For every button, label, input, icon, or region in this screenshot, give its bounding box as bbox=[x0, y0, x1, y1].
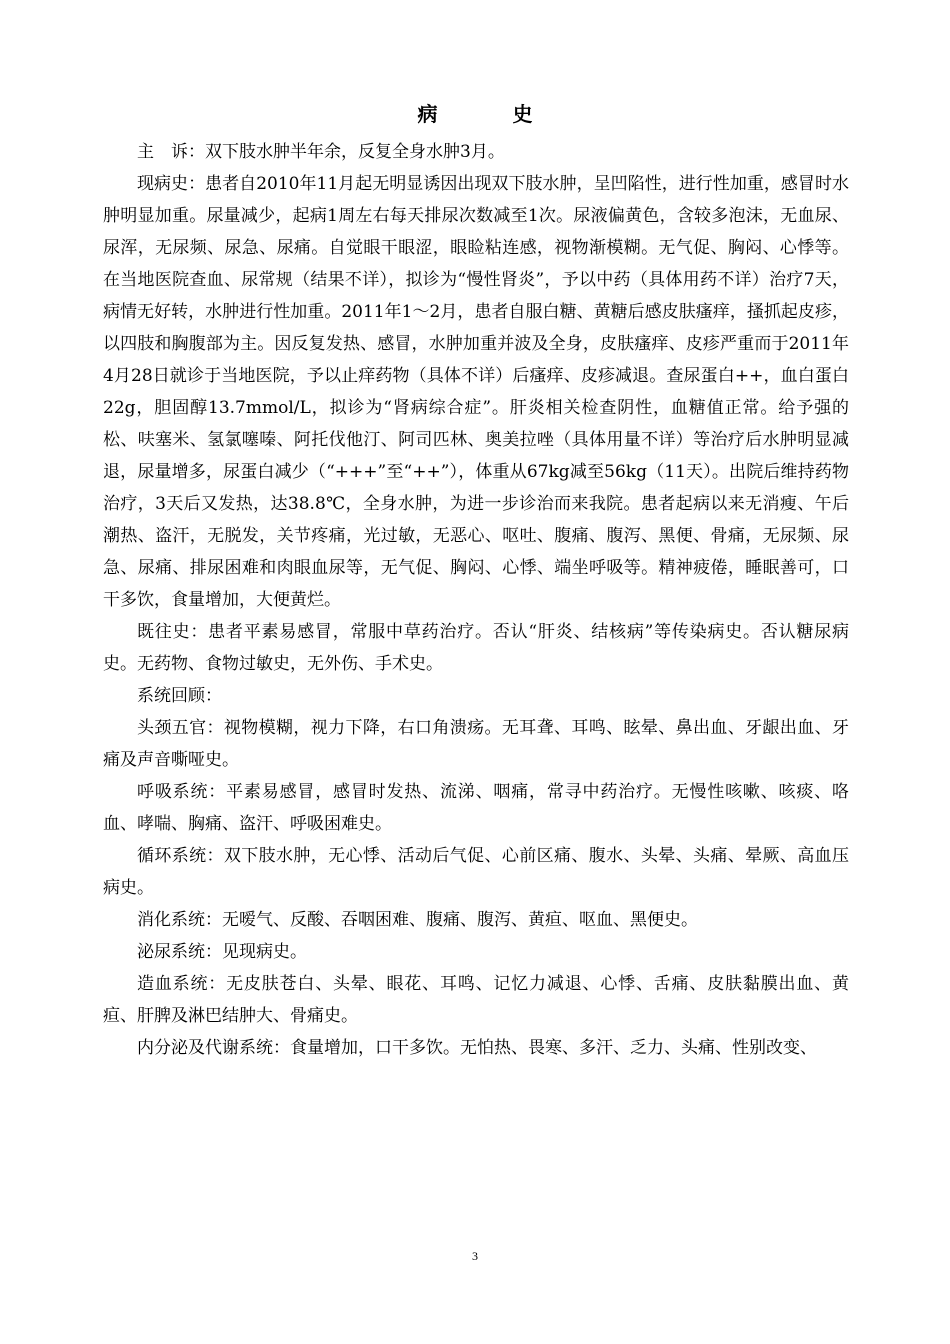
circulatory-paragraph: 循环系统：双下肢水肿，无心悸、活动后气促、心前区痛、腹水、头晕、头痛、晕厥、高血压病史。 bbox=[103, 846, 849, 898]
respiratory-paragraph: 呼吸系统：平素易感冒，感冒时发热、流涕、咽痛，常寻中药治疗。无慢性咳嗽、咳痰、咯血、哮喘、胸痛、盗汗、呼吸困难史。 bbox=[103, 782, 849, 834]
head-neck-paragraph: 头颈五官：视物模糊，视力下降，右口角溃疡。无耳聋、耳鸣、眩晕、鼻出血、牙龈出血、牙痛及声音嘶哑史。 bbox=[103, 718, 849, 770]
page-title: 病 史 bbox=[417, 102, 567, 126]
urinary-paragraph: 泌尿系统：见现病史。 bbox=[137, 942, 307, 962]
system-review-heading: 系统回顾： bbox=[137, 686, 222, 706]
endocrine-paragraph: 内分泌及代谢系统：食量增加，口干多饮。无怕热、畏寒、多汗、乏力、头痛、性别改变、 bbox=[137, 1038, 817, 1058]
medical-history-body bbox=[103, 136, 849, 1064]
past-history-paragraph: 既往史：患者平素易感冒，常服中草药治疗。否认“肝炎、结核病”等传染病史。否认糖尿病史。无药物、食物过敏史，无外伤、手术史。 bbox=[103, 622, 849, 674]
page-number: 3 bbox=[472, 1249, 478, 1263]
digestive-paragraph: 消化系统：无嗳气、反酸、吞咽困难、腹痛、腹泻、黄疸、呕血、黑便史。 bbox=[137, 910, 698, 930]
chief-complaint-paragraph: 主 诉：双下肢水肿半年余，反复全身水肿3月。 bbox=[137, 142, 505, 162]
hematopoietic-paragraph: 造血系统：无皮肤苍白、头晕、眼花、耳鸣、记忆力减退、心悸、舌痛、皮肤黏膜出血、黄疸、肝脾及淋巴结肿大、骨痛史。 bbox=[103, 974, 849, 1026]
present-illness-paragraph: 现病史：患者自2010年11月起无明显诱因出现双下肢水肿，呈凹陷性，进行性加重，感冒时水肿明显加重。尿量减少，起病1周左右每天排尿次数减至1次。尿液偏黄色，含较多泡沫，无血尿、尿浑，无尿频、尿急、尿痛。自觉眼干眼涩，眼睑粘连感，视物渐模糊。无气促、胸闷、心悸等。在当地医院查血、尿常规（结果不详），拟诊为“慢性肾炎”，予以中药（具体用药不详）治疗7天，病情无好转，水肿进行性加重。2011年1～2月，患者自服白糖、黄糖后感皮肤瘙痒，搔抓起皮疹，以四肢和胸腹部为主。因反复发热、感冒，水肿加重并波及全身，皮肤瘙痒、皮疹严重而于2011年4月28日就诊于当地医院，予以止痒药物（具体不详）后瘙痒、皮疹减退。查尿蛋白++，血白蛋白22g，胆固醇13.7mmol/L，拟诊为“肾病综合症”。肝炎相关检查阴性，血糖值正常。给予强的松、呋塞米、氢氯噻嗪、阿托伐他汀、阿司匹林、奥美拉唑（具体用量不详）等治疗后水肿明显减退，尿量增多，尿蛋白减少（“+++”至“++”），体重从67kg减至56kg（11天）。出院后维持药物治疗，3天后又发热，达38.8℃，全身水肿，为进一步诊治而来我院。患者起病以来无消瘦、午后潮热、盗汗，无脱发，关节疼痛，光过敏，无恶心、呕吐、腹痛、腹泻、黑便、骨痛，无尿频、尿急、尿痛、排尿困难和肉眼血尿等，无气促、胸闷、心悸、端坐呼吸等。精神疲倦，睡眠善可，口干多饮，食量增加，大便黄烂。 bbox=[103, 174, 849, 610]
